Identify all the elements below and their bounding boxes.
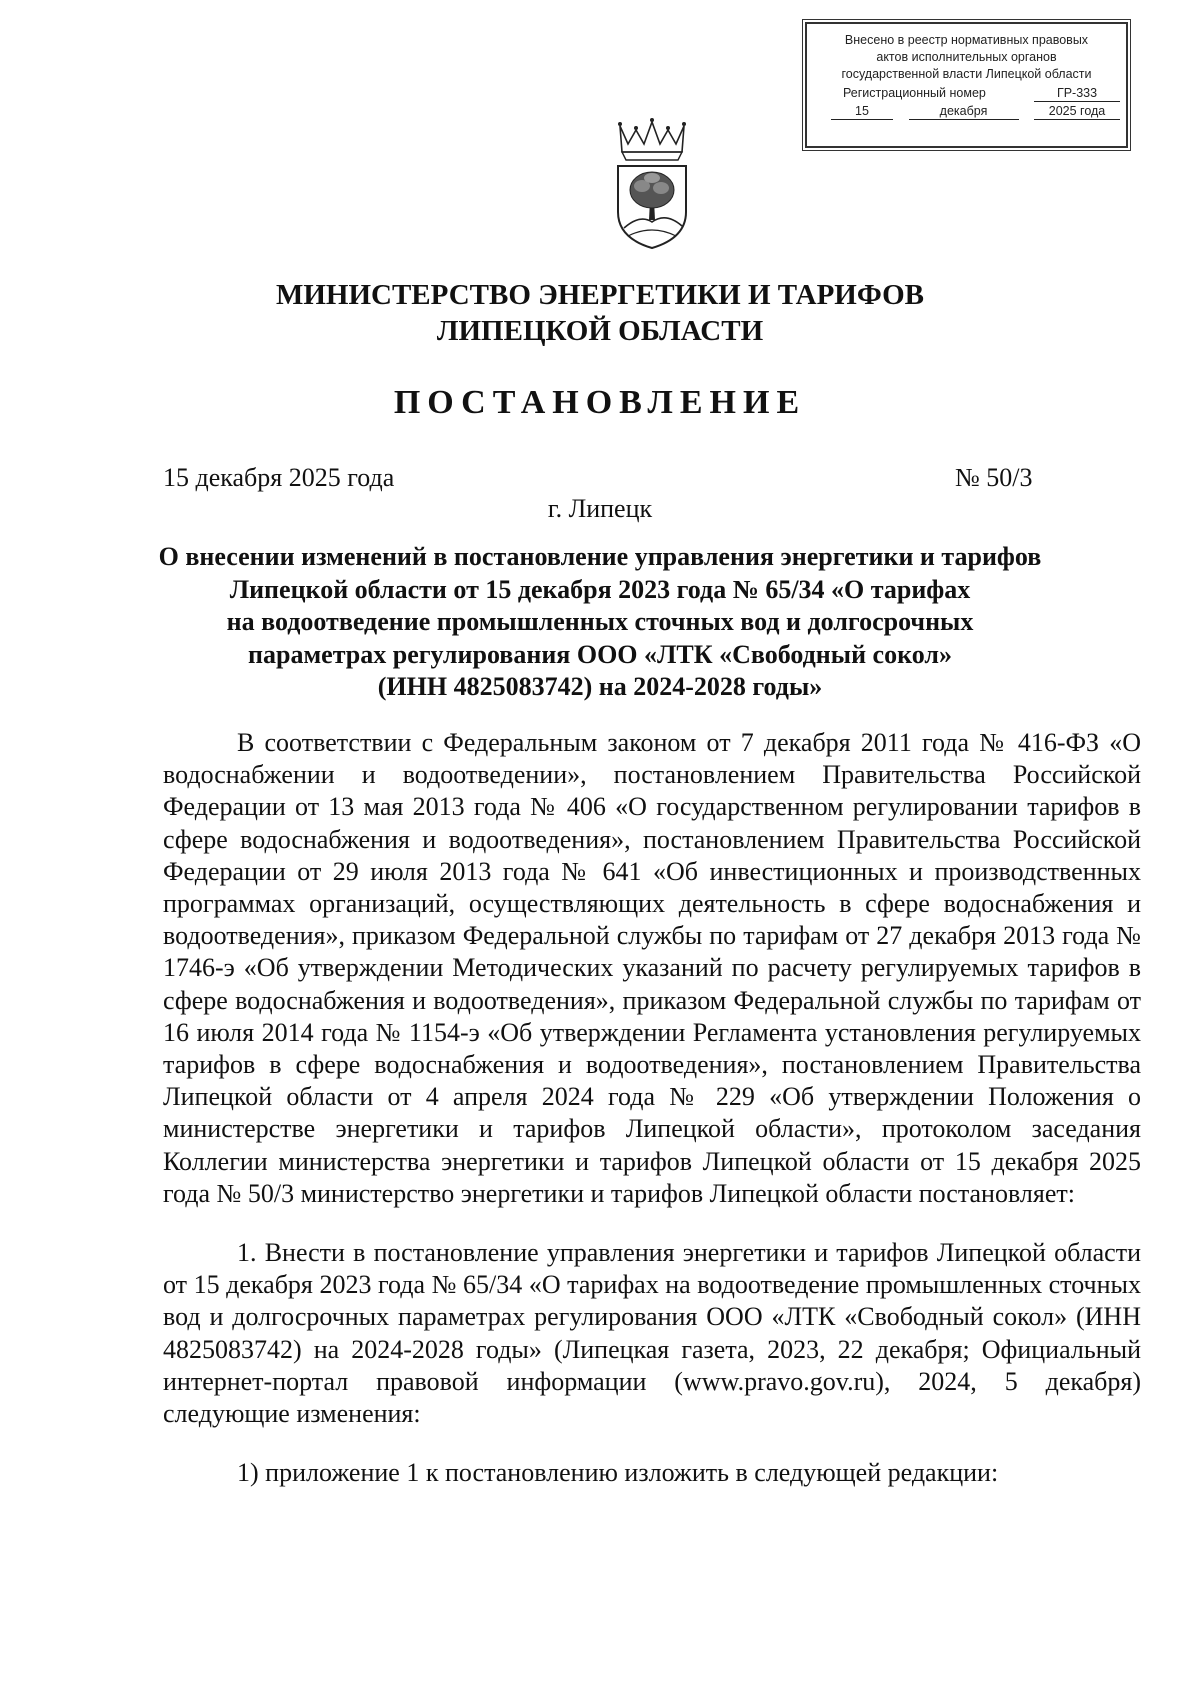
subclause-1-paragraph: 1) приложение 1 к постановлению изложить в следующей редакции: bbox=[237, 1458, 999, 1488]
preamble-paragraph: В соответствии с Федеральным законом от 7 декабря 2011 года № 416-ФЗ «О водоснабжении и водоотведении», постановлением Правительства Российской Федерации от 13 мая 2013 года № 406 «О государственном регулировании тарифов в сфере водоснабжения и водоотведения», постановлением Правительства Российской Федерации от 29 июля 2013 года № 641 «Об инвестиционных и производственных программах организаций, осуществляющих деятельность в сфере водоснабжения и водоотведения», приказом Федеральной службы по тарифам от 27 декабря 2013 года № 1746-э «Об утверждении Методических указаний по расчету регулируемых тарифов в сфере водоснабжения и водоотведения», приказом Федеральной службы по тарифам от 16 июля 2014 года № 1154-э «Об утверждении Регламента установления регулируемых тарифов в сфере водоснабжения и водоотведения», постановлением Правительства Липецкой области от 4 апреля 2024 года № 229 «Об утверждении Положения о министерстве энергетики и тарифов Липецкой области», протоколом заседания Коллегии министерства энергетики и тарифов Липецкой области от 15 декабря 2025 года № 50/3 министерство энергетики и тарифов Липецкой области постановляет: bbox=[163, 728, 1141, 1208]
ministry-line-2: ЛИПЕЦКОЙ ОБЛАСТИ bbox=[436, 315, 764, 347]
title-line-5: (ИНН 4825083742) на 2024-2028 годы» bbox=[377, 672, 823, 701]
registration-stamp bbox=[805, 22, 1128, 148]
stamp-reg-label: Регистрационный номер bbox=[843, 86, 986, 100]
clause-1-paragraph: 1. Внести в постановление управления энергетики и тарифов Липецкой области от 15 декабря 2023 года № 65/34 «О тарифах на водоотведение промышленных сточных вод и долгосрочных параметрах регулирования ООО «ЛТК «Свободный сокол» (ИНН 4825083742) на 2024-2028 годы» (Липецкая газета, 2023, 22 декабря; Официальный интернет-портал правовой информации (www.pravo.gov.ru), 2024, 5 декабря) следующие изменения: bbox=[163, 1238, 1141, 1429]
stamp-line-1: Внесено в реестр нормативных правовых bbox=[844, 33, 1089, 47]
title-line-1: О внесении изменений в постановление управления энергетики и тарифов bbox=[158, 542, 1042, 571]
stamp-date-row bbox=[813, 104, 1120, 120]
document-body bbox=[163, 727, 1141, 1489]
title-line-3: на водоотведение промышленных сточных вод и долгосрочных bbox=[226, 607, 974, 636]
stamp-year: 2025 года bbox=[1034, 104, 1120, 120]
ministry-name bbox=[0, 277, 1200, 349]
stamp-reg-number: ГР-333 bbox=[1034, 86, 1120, 102]
stamp-day: 15 bbox=[831, 104, 893, 120]
title-line-4: параметрах регулирования ООО «ЛТК «Свободный сокол» bbox=[248, 639, 952, 669]
document-type: ПОСТАНОВЛЕНИЕ bbox=[393, 384, 807, 421]
coat-of-arms-icon bbox=[612, 116, 692, 250]
document-title bbox=[150, 541, 1050, 704]
stamp-line-2: актов исполнительных органов bbox=[876, 50, 1057, 64]
ministry-line-1: МИНИСТЕРСТВО ЭНЕРГЕТИКИ И ТАРИФОВ bbox=[275, 279, 925, 311]
stamp-reg-row bbox=[813, 85, 1120, 102]
document-date: 15 декабря 2025 года bbox=[163, 463, 395, 492]
stamp-month: декабря bbox=[909, 104, 1019, 120]
document-number: № 50/3 bbox=[955, 463, 1033, 492]
title-line-2: Липецкой области от 15 декабря 2023 года № 65/34 «О тарифах bbox=[229, 574, 971, 604]
stamp-line-3: государственной власти Липецкой области bbox=[841, 67, 1092, 81]
document-city: г. Липецк bbox=[547, 494, 653, 523]
